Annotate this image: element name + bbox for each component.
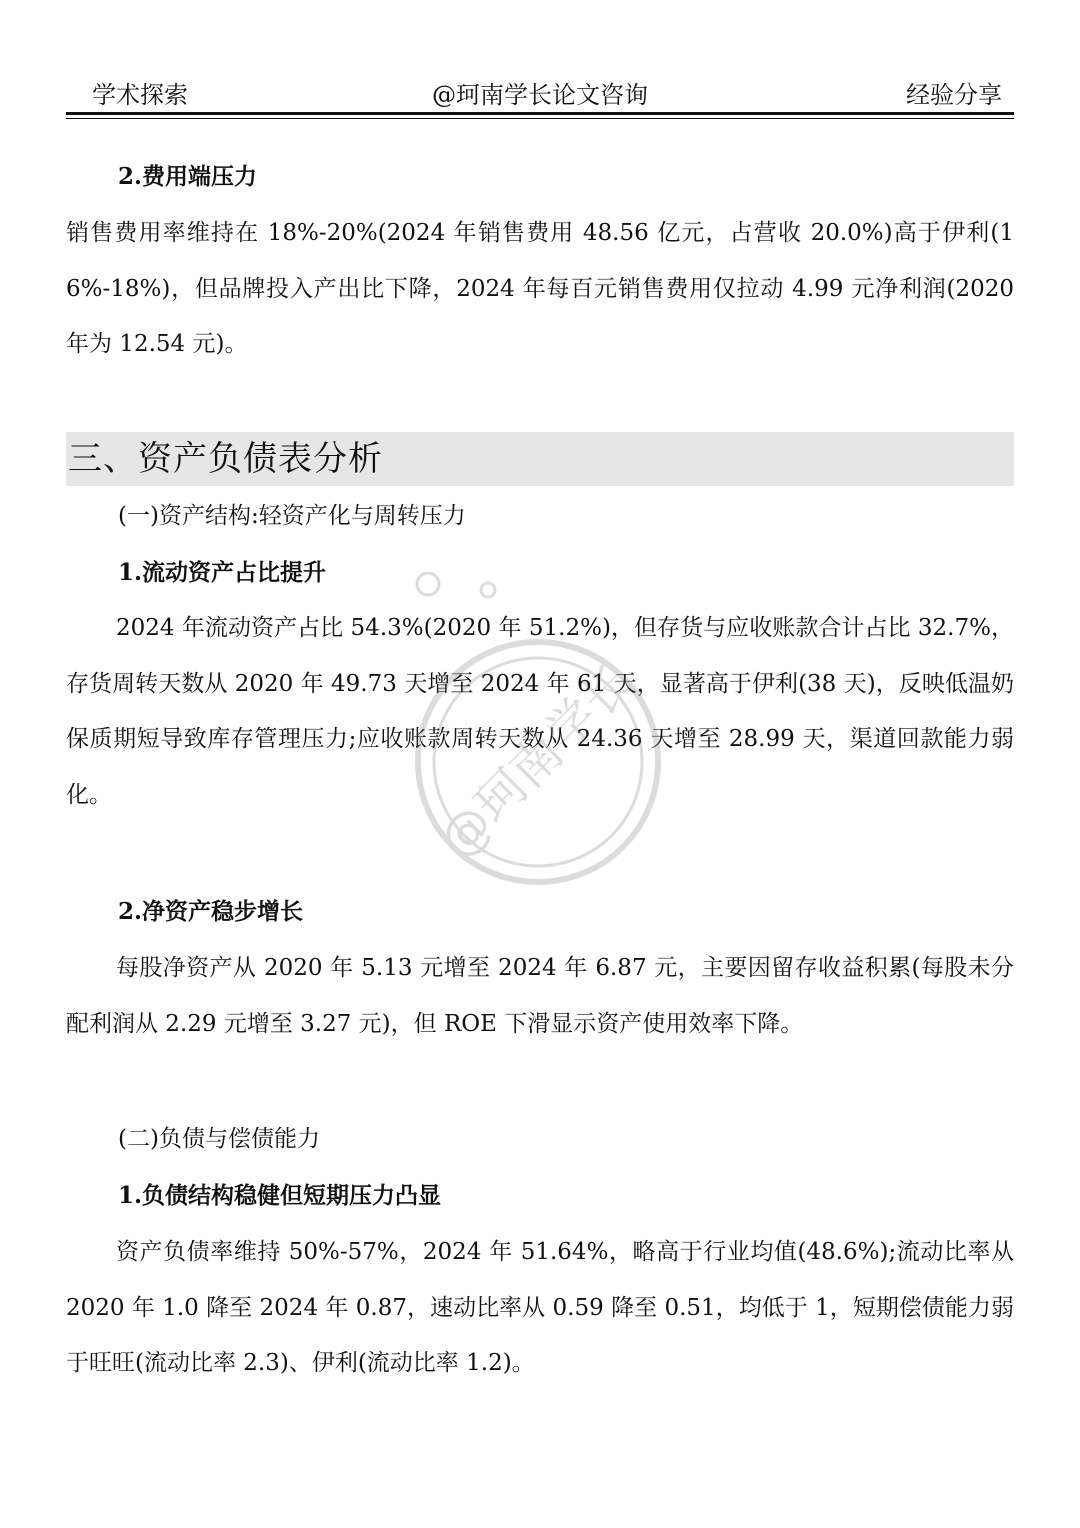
subsection-liabilities: (二)负债与偿债能力 <box>118 1126 320 1152</box>
watermark-text: @珂南学长 <box>427 651 646 870</box>
paragraph-fee-pressure: 销售费用率维持在 18%-20%(2024 年销售费用 48.56 亿元，占营收 20.0%)高于伊利(16%-18%)，但品牌投入产出比下降，2024 年每百元销售费用仅拉动 4.99 元净利润(2020 年为 12.54 元)。 <box>66 220 1014 357</box>
header-rule-thin <box>66 118 1014 119</box>
paragraph-debt-structure: 资产负债率维持 50%-57%，2024 年 51.64%，略高于行业均值(48.6%);流动比率从 2020 年 1.0 降至 2024 年 0.87，速动比率从 0.59 降至 0.51，均低于 1，短期偿债能力弱于旺旺(流动比率 2.3)、伊利(流动比率 1.2)。 <box>66 1239 1014 1376</box>
heading-current-assets: 1.流动资产占比提升 <box>118 559 327 586</box>
section-header-bar <box>66 432 1014 486</box>
heading-fee-pressure: 2.费用端压力 <box>118 163 258 190</box>
header-rule-thick <box>66 112 1014 115</box>
header-right-label: 经验分享 <box>906 81 1002 109</box>
header-left-label: 学术探索 <box>92 81 188 109</box>
watermark-dot-small <box>481 583 495 597</box>
page-header <box>66 76 1014 116</box>
heading-debt-structure: 1.负债结构稳健但短期压力凸显 <box>118 1182 442 1209</box>
paragraph-net-assets: 每股净资产从 2020 年 5.13 元增至 2024 年 6.87 元，主要因留存收益积累(每股未分配利润从 2.29 元增至 3.27 元)，但 ROE 下滑显示资产使用效率下降。 <box>66 955 1014 1037</box>
heading-net-assets: 2.净资产稳步增长 <box>118 898 304 925</box>
section-title: 三、资产负债表分析 <box>68 439 383 479</box>
subsection-asset-structure: (一)资产结构:轻资产化与周转压力 <box>118 503 466 529</box>
header-center-label: @珂南学长论文咨询 <box>432 81 648 109</box>
watermark-dot-large <box>417 573 439 595</box>
paragraph-current-assets: 2024 年流动资产占比 54.3%(2020 年 51.2%)，但存货与应收账款合计占比 32.7%，存货周转天数从 2020 年 49.73 天增至 2024 年 61 天，显著高于伊利(38 天)，反映低温奶保质期短导致库存管理压力;应收账款周转天数从 24.36 天增至 28.99 天，渠道回款能力弱化。 <box>66 615 1014 808</box>
